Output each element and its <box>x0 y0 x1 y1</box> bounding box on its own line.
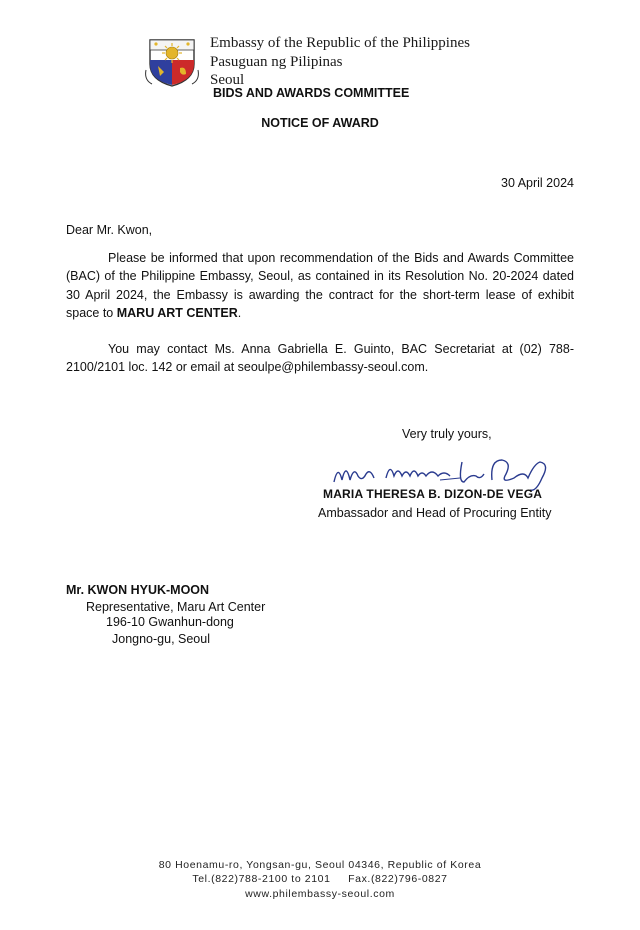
recipient-position: Representative, Maru Art Center <box>86 600 266 614</box>
award-paragraph-text: Please be informed that upon recommendation of the Bids and Awards Committee (BAC) of the Philippine Embassy, Seoul, as contained in its Resolution No. 20-2024 dated 30 April 2024, the Embassy is awarding the contract for the short-term lease of exhibit space to <box>66 251 574 320</box>
embassy-name-filipino: Pasuguan ng Pilipinas <box>210 54 343 70</box>
salutation: Dear Mr. Kwon, <box>66 223 153 237</box>
letter-date: 30 April 2024 <box>501 176 574 190</box>
coat-of-arms-icon <box>144 30 200 88</box>
award-paragraph <box>66 249 574 322</box>
contact-paragraph: You may contact Ms. Anna Gabriella E. Guinto, BAC Secretariat at (02) 788-2100/2101 loc. 142 or email at seoulpe@philembassy-seoul.com. <box>66 342 574 375</box>
committee-heading: BIDS AND AWARDS COMMITTEE <box>213 86 410 100</box>
award-paragraph-end: . <box>237 305 242 320</box>
recipient-district: Jongno-gu, Seoul <box>112 632 210 646</box>
footer-phones: Tel.(822)788-2100 to 2101 Fax.(822)796-0827 <box>192 873 448 885</box>
recipient-street: 196-10 Gwanhun-dong <box>106 615 234 629</box>
embassy-name: Embassy of the Republic of the Philippines <box>210 35 470 51</box>
footer-address: 80 Hoenamu-ro, Yongsan-gu, Seoul 04346, Republic of Korea <box>158 859 482 871</box>
closing: Very truly yours, <box>402 427 492 441</box>
awardee-name: MARU ART CENTER <box>116 305 238 320</box>
signatory-name: MARIA THERESA B. DIZON-DE VEGA <box>323 487 543 501</box>
footer-website: www.philembassy-seoul.com <box>245 888 395 900</box>
embassy-city: Seoul <box>210 72 245 88</box>
recipient-name: Mr. KWON HYUK-MOON <box>66 583 210 597</box>
notice-title: NOTICE OF AWARD <box>261 116 379 130</box>
signatory-title: Ambassador and Head of Procuring Entity <box>318 506 552 520</box>
